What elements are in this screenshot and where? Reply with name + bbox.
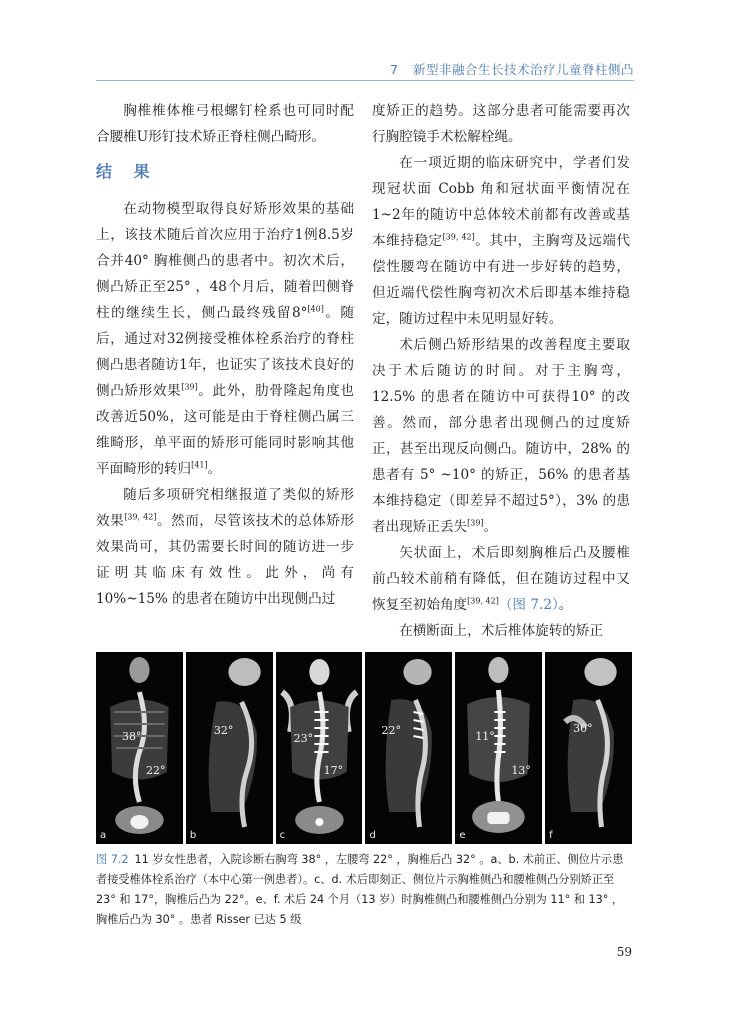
caption-text: 11 岁女性患者，入院诊断右胸弯 38° ，左腰弯 22° ，胸椎后凸 32° 。a、b. 术前正、侧位片示患者接受椎体栓系治疗（本中心第一例患者）。c、d. 术后即刻正、侧位片示胸椎侧凸和腰椎侧凸分别矫正至 23° 和 17°，胸椎后凸为 22°。e、f. 术后 24 个月（13 岁）时胸椎侧凸和腰椎侧凸分别为 11° 和 13° ，胸椎后凸为 30° 。患者 Risser 已达 5 级 [96,853,624,926]
text: 在动物模型取得良好矫形效果的基础上，该技术随后首次应用于治疗1例8.5岁合并40° 胸椎侧凸的患者中。初次术后，侧凸矫正至25° ，48个月后，随着凹侧脊柱的继续生长，侧凸最终残留8° [96,201,354,321]
text: 在一项近期的临床研究中，学者们发现冠状面 Cobb 角和冠状面平衡情况在1~2年的随访中总体较术前都有改善或基本维持稳定 [372,155,630,249]
paragraph [372,150,630,332]
citation: [41] [191,460,208,470]
citation: [39, 42] [124,512,157,522]
panel-label: e [459,830,466,841]
xray-image [455,652,542,844]
page-number: 59 [616,945,632,959]
xray-panel-c [276,652,363,844]
xray-panel-a [96,652,183,844]
paragraph [96,482,354,612]
running-header [390,60,634,78]
xray-panel-d [365,652,452,844]
text: 矢状面上，术后即刻胸椎后凸及腰椎前凸较术前稍有降低，但在随访过程中又恢复至初始角度 [372,545,630,613]
citation: [39, 42] [467,596,499,606]
text: 随后多项研究相继报道了类似的矫形效果 [96,487,354,529]
cobb-angle-label: 22° [146,764,166,777]
panel-label: d [369,830,376,841]
figure-caption [96,850,632,930]
xray-image [365,652,452,844]
text: 。此外，肋骨隆起角度也改善近50%，这可能是由于脊柱侧凸属三维畸形，单平面的矫形可能同时影响其他平面畸形的转归 [96,383,355,477]
xray-panel-b [186,652,273,844]
left-column [96,98,354,612]
xray-image [186,652,273,844]
figure-number: 图 7.2 [96,853,129,866]
panel-label: a [100,830,107,841]
cobb-angle-label: 32° [213,724,234,737]
panel-label: c [279,830,286,841]
paragraph: 胸椎椎体椎弓根螺钉栓系也可同时配合腰椎U形钉技术矫正脊柱侧凸畸形。 [96,103,354,145]
paragraph [372,332,630,540]
xray-panel-e [455,652,542,844]
text: 。 [483,519,498,535]
text: 。然而，尽管该技术的总体矫形效果尚可，其仍需要长时间的随访进一步证明其临床有效性。此外，尚有10%~15% 的患者在随访中出现侧凸过 [96,513,355,607]
section-heading: 结 果 [96,162,158,181]
cobb-angle-label: 30° [573,722,593,735]
paragraph: 在横断面上，术后椎体旋转的矫正 [399,623,604,639]
text: 。 [207,461,222,477]
citation: [39] [467,518,484,528]
cobb-angle-label: 17° [323,764,344,777]
text: 术后侧凸矫形结果的改善程度主要取决于术后随访的时间。对于主胸弯，12.5% 的患者在随访中可获得10° 的改善。然而，部分患者出现侧凸的过度矫正，甚至出现反向侧凸。随访中，28% 的患者有 5° ~10° 的矫正，56% 的患者基本维持稳定（即差异不超过5°），3% 的患者出现矫正丢失 [372,337,630,535]
cobb-angle-label: 23° [293,732,314,745]
xray-image [276,652,363,844]
panel-label: b [189,830,197,841]
xray-panel-f [545,652,632,844]
chapter-title: 新型非融合生长技术治疗儿童脊柱侧凸 [412,62,634,77]
paragraph [372,540,630,618]
chapter-number: 7 [390,62,399,77]
paragraph: 度矫正的趋势。这部分患者可能需要再次行胸腔镜手术松解栓绳。 [372,103,630,145]
xray-image [96,652,183,844]
cobb-angle-label: 11° [475,730,495,743]
citation: [39] [181,382,198,392]
paragraph [96,196,354,482]
text: 。 [558,597,573,613]
panel-label: f [549,830,553,841]
right-column [372,98,630,644]
header-rule [96,80,634,81]
xray-image [545,652,632,844]
text: 。随后，通过对32例接受椎体栓系治疗的脊柱侧凸患者随访1年，也证实了该技术良好的侧凸矫形效果 [96,305,354,399]
cobb-angle-label: 13° [511,764,531,777]
cobb-angle-label: 38° [122,730,142,743]
text: 。其中，主胸弯及远端代偿性腰弯在随访中有进一步好转的趋势，但近端代偿性胸弯初次术后即基本维持稳定，随访过程中未见明显好转。 [372,233,631,327]
cobb-angle-label: 22° [381,724,401,737]
figure-xray-panels [96,652,632,844]
figure-reference-link[interactable]: （图 7.2） [498,597,559,613]
citation: [40] [307,304,324,314]
citation: [39, 42] [442,232,475,242]
